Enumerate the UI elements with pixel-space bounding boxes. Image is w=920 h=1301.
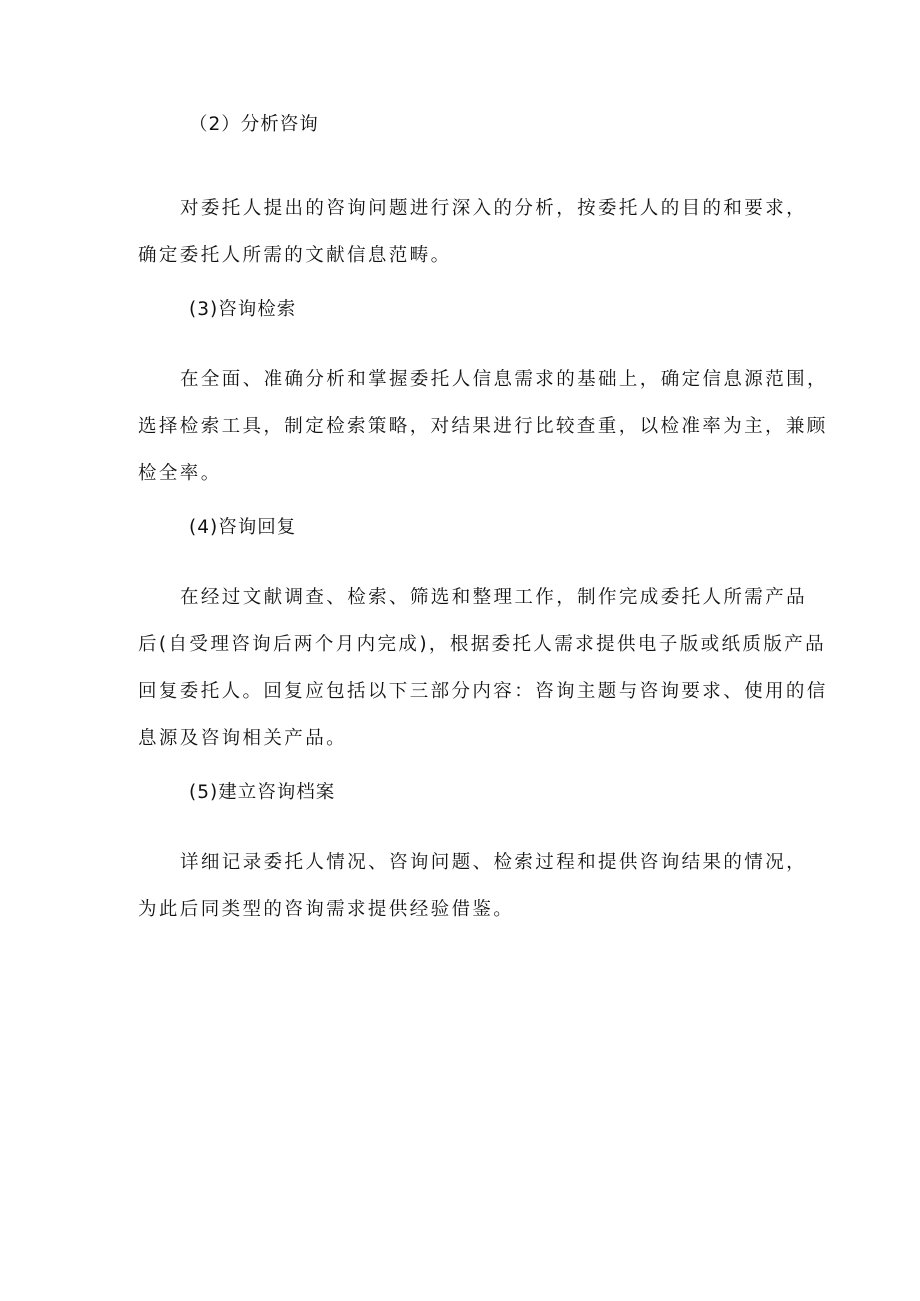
- paragraph-line: 后(自受理咨询后两个月内完成)，根据委托人需求提供电子版或纸质版产品: [138, 634, 827, 655]
- paragraph-line: 检全率。: [138, 463, 222, 484]
- paragraph-line: 息源及咨询相关产品。: [138, 728, 348, 749]
- section-heading-archive: (5)建立咨询档案: [189, 782, 336, 803]
- paragraph-line: 为此后同类型的咨询需求提供经验借鉴。: [138, 899, 515, 920]
- paragraph-line: 对委托人提出的咨询问题进行深入的分析，按委托人的目的和要求，: [180, 198, 808, 219]
- section-heading-analysis: （2）分析咨询: [189, 114, 319, 135]
- paragraph-line: 详细记录委托人情况、咨询问题、检索过程和提供咨询结果的情况，: [180, 852, 808, 873]
- paragraph-line: 在全面、准确分析和掌握委托人信息需求的基础上，确定信息源范围，: [180, 369, 828, 390]
- paragraph-line: 在经过文献调查、检索、筛选和整理工作，制作完成委托人所需产品: [180, 587, 808, 608]
- section-heading-retrieval: (3)咨询检索: [189, 299, 297, 320]
- paragraph-line: 选择检索工具，制定检索策略，对结果进行比较查重，以检准率为主，兼顾: [138, 416, 828, 437]
- section-heading-reply: (4)咨询回复: [189, 517, 297, 538]
- paragraph-line: 确定委托人所需的文献信息范畴。: [138, 245, 452, 266]
- paragraph-line: 回复委托人。回复应包括以下三部分内容：咨询主题与咨询要求、使用的信: [138, 681, 828, 702]
